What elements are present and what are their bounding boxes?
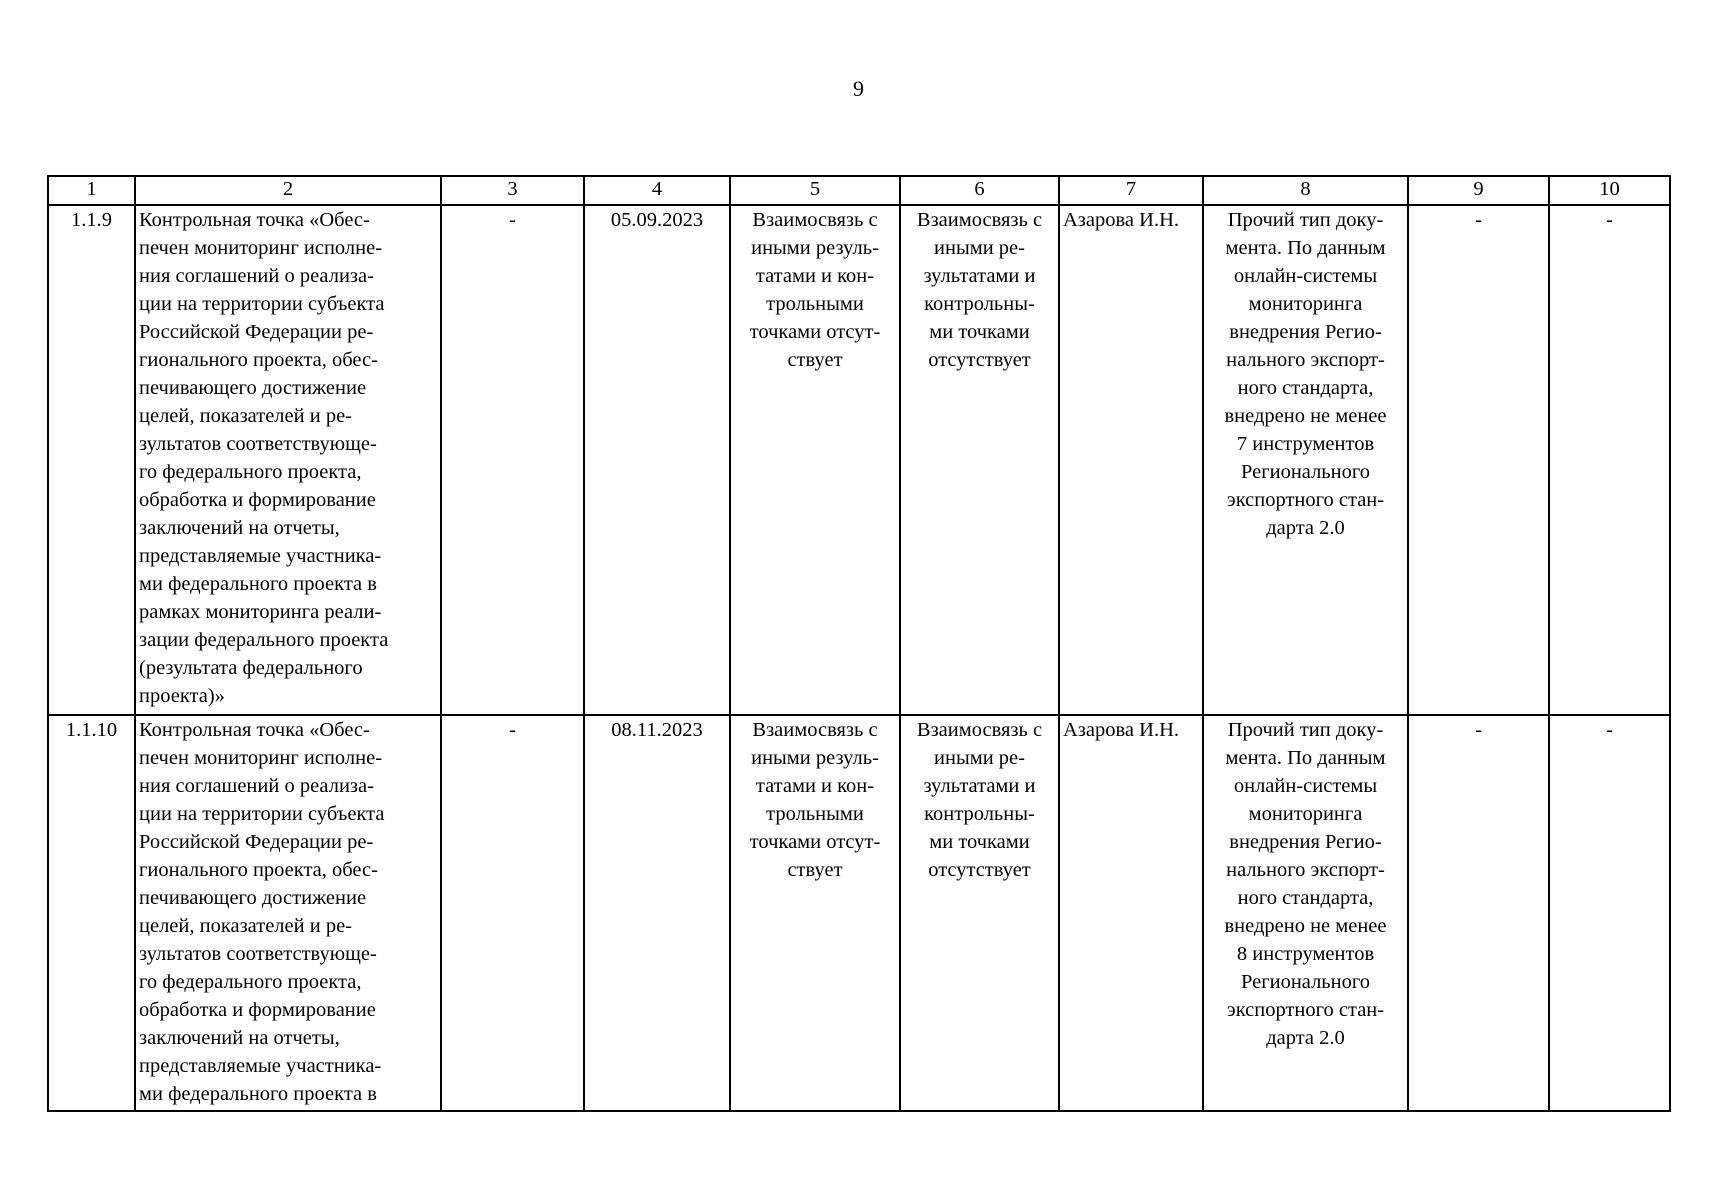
due-date: 08.11.2023 (584, 715, 730, 1111)
relation-points-text: Взаимосвязь с иными ре- зультатами и контрольны- ми точками отсутствует (900, 715, 1059, 1111)
relation-results-text: Взаимосвязь с иными резуль- татами и кон- трольными точками отсут- ствует (730, 205, 900, 715)
row-number: 1.1.10 (48, 715, 135, 1111)
relation-points-text: Взаимосвязь с иными ре- зультатами и контрольны- ми точками отсутствует (900, 205, 1059, 715)
control-points-table (47, 175, 1671, 1112)
row-number: 1.1.9 (48, 205, 135, 715)
responsible-person: Азарова И.Н. (1059, 715, 1203, 1111)
control-point-name: Контрольная точка «Обес- печен мониторинг исполне- ния соглашений о реализа- ции на территории субъекта Российской Федерации ре- гионального проекта, обес- печивающего достижение целей, показателей и ре- зультатов соответствующе- го федерального проекта, обработка и формирование заключений на отчеты, представляемые участника- ми федерального проекта в (135, 715, 441, 1111)
responsible-person: Азарова И.Н. (1059, 205, 1203, 715)
document-type-text: Прочий тип доку- мента. По данным онлайн-системы мониторинга внедрения Регио- нального экспорт- ного стандарта, внедрено не менее 8 инструментов Регионального экспортного стан- дарта 2.0 (1203, 715, 1408, 1111)
col10-value: - (1549, 715, 1670, 1111)
column-header-8: 8 (1203, 176, 1408, 205)
due-date: 05.09.2023 (584, 205, 730, 715)
col9-value: - (1408, 715, 1549, 1111)
column-header-2: 2 (135, 176, 441, 205)
column-header-10: 10 (1549, 176, 1670, 205)
column-header-6: 6 (900, 176, 1059, 205)
column-header-3: 3 (441, 176, 584, 205)
col9-value: - (1408, 205, 1549, 715)
relation-results-text: Взаимосвязь с иными резуль- татами и кон- трольными точками отсут- ствует (730, 715, 900, 1111)
column-header-7: 7 (1059, 176, 1203, 205)
document-type-text: Прочий тип доку- мента. По данным онлайн-системы мониторинга внедрения Регио- нального экспорт- ного стандарта, внедрено не менее 7 инструментов Регионального экспортного стан- дарта 2.0 (1203, 205, 1408, 715)
col3-value: - (441, 715, 584, 1111)
column-header-4: 4 (584, 176, 730, 205)
table-row (48, 205, 1670, 715)
column-header-1: 1 (48, 176, 135, 205)
col3-value: - (441, 205, 584, 715)
table-row (48, 715, 1670, 1111)
column-number-row (48, 176, 1670, 205)
control-point-name: Контрольная точка «Обес- печен мониторинг исполне- ния соглашений о реализа- ции на территории субъекта Российской Федерации ре- гионального проекта, обес- печивающего достижение целей, показателей и ре- зультатов соответствующе- го федерального проекта, обработка и формирование заключений на отчеты, представляемые участника- ми федерального проекта в рамках мониторинга реали- зации федерального проекта (результата федерального проекта)» (135, 205, 441, 715)
col10-value: - (1549, 205, 1670, 715)
page-number: 9 (853, 76, 864, 101)
column-header-5: 5 (730, 176, 900, 205)
column-header-9: 9 (1408, 176, 1549, 205)
